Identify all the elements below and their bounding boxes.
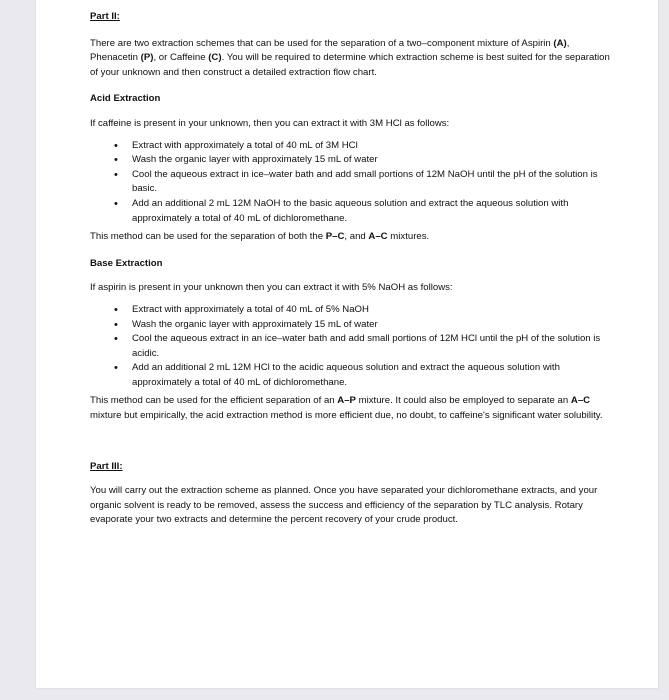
bold-text-run: (A) <box>553 37 567 49</box>
list-item: • Extract with approximately a total of 40 mL of 3M HCl <box>132 139 610 154</box>
text-run: . You will be required to determine which extraction scheme is best suited for the separation of your unknown and then construct a detailed extraction flow chart. <box>90 52 610 78</box>
list-item: • Cool the aqueous extract in an ice–water bath and add small portions of 12M HCl until the pH of the solution is acidic. <box>132 332 610 361</box>
text-run: This method can be used for the separation of both the <box>90 231 326 243</box>
acid-extraction-steps <box>90 139 610 227</box>
base-extraction-title: Base Extraction <box>90 257 163 269</box>
acid-extraction-lead: If caffeine is present in your unknown, then you can extract it with 3M HCl as follows: <box>90 117 450 129</box>
list-item: • Wash the organic layer with approximately 15 mL of water <box>132 153 610 168</box>
text-run: This method can be used for the efficient separation of an <box>90 395 338 407</box>
text-run: , Phenacetin <box>90 37 570 64</box>
base-extraction-steps <box>90 303 610 391</box>
text-run: , or Caffeine <box>153 52 209 64</box>
part-2-intro <box>90 37 610 81</box>
acid-extraction-note <box>90 230 610 245</box>
bold-text-run: P–C <box>325 231 345 243</box>
list-item: • Extract with approximately a total of 40 mL of 5% NaOH <box>132 303 610 318</box>
document-page <box>36 0 658 688</box>
part-3-heading: Part III: <box>90 460 123 472</box>
part-3-body: You will carry out the extraction scheme as planned. Once you have separated your dichloromethane extracts, and your organic solvent is ready to be removed, assess the success and efficiency of the separation by TLC analysis. Rotary evaporate your two extracts and determine the percent recovery of your crude product. <box>90 485 598 526</box>
bold-text-run: A–C <box>570 395 591 407</box>
list-item: • Cool the aqueous extract in ice–water bath and add small portions of 12M NaOH until the pH of the solution is basic. <box>132 168 610 197</box>
base-extraction-lead: If aspirin is present in your unknown then you can extract it with 5% NaOH as follows: <box>90 282 453 294</box>
bold-text-run: (C) <box>208 52 222 64</box>
part-2-heading: Part II: <box>90 11 120 22</box>
text-run: mixture. It could also be employed to separate an <box>355 395 571 407</box>
list-item: • Add an additional 2 mL 12M NaOH to the basic aqueous solution and extract the aqueous solution with approximately a total of 40 mL of dichloromethane. <box>132 197 610 226</box>
acid-extraction-title: Acid Extraction <box>90 93 161 105</box>
text-run: mixtures. <box>387 231 430 243</box>
base-extraction-note <box>90 394 610 423</box>
bold-text-run: A–P <box>337 395 356 407</box>
text-run: There are two extraction schemes that can be used for the separation of a two–component mixture of Aspirin <box>90 37 554 49</box>
document-content <box>90 10 610 528</box>
bold-text-run: A–C <box>368 231 388 243</box>
text-run: mixture but empirically, the acid extraction method is more efficient due, no doubt, to caffeine's significant water solubility. <box>90 410 603 422</box>
bold-text-run: (P) <box>140 52 154 64</box>
text-run: , and <box>344 231 369 243</box>
list-item: • Add an additional 2 mL 12M HCl to the acidic aqueous solution and extract the aqueous solution with approximately a total of 40 mL of dichloromethane. <box>132 361 610 390</box>
list-item: • Wash the organic layer with approximately 15 mL of water <box>132 318 610 333</box>
